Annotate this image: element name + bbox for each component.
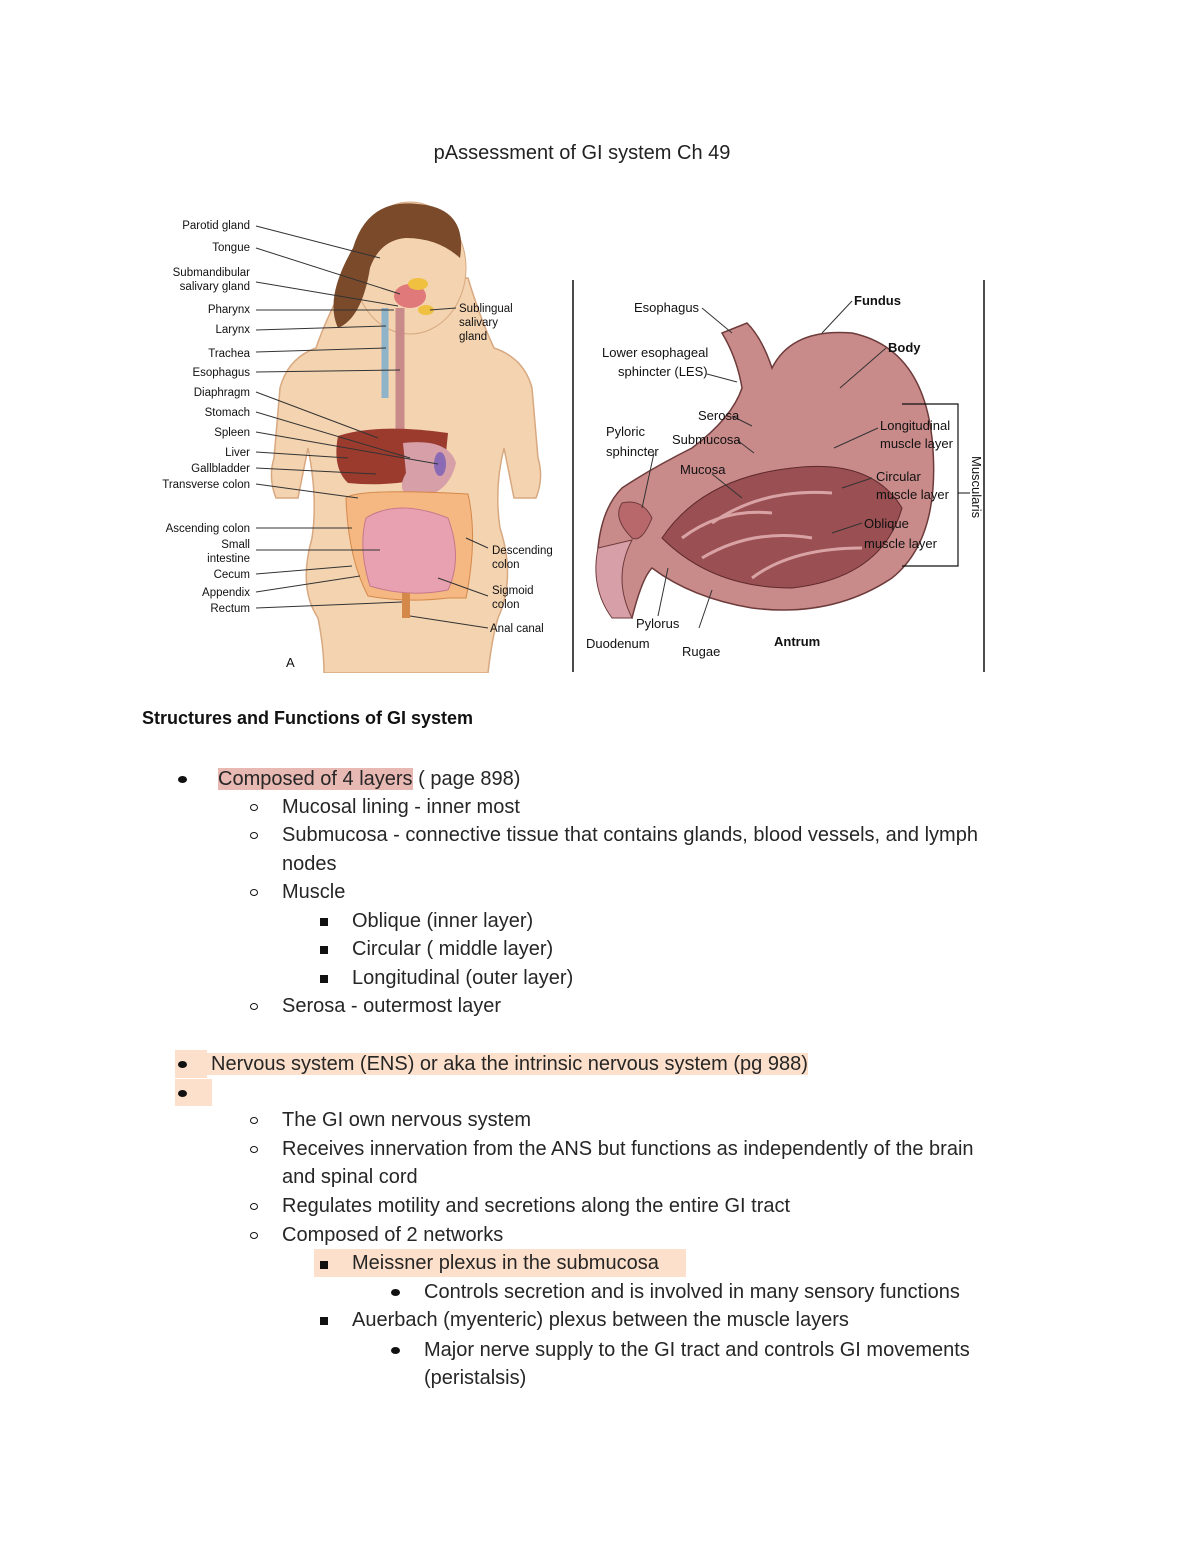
list-item-muscle: Muscle [282,881,346,903]
list-item-mucosal: Mucosal lining - inner most [282,796,520,818]
label-intestine: intestine [207,553,250,565]
label-esophagus: Esophagus [192,367,250,379]
label-mucosa: Mucosa [680,462,726,477]
bullet-circle [250,889,258,896]
list-item-longitudinal: Longitudinal (outer layer) [352,967,574,989]
bullet-disc [178,1061,187,1068]
bullet-circle [250,1117,258,1124]
label-tongue: Tongue [212,242,250,254]
label-diaphragm: Diaphragm [193,387,250,399]
list-item-meissner: Meissner plexus in the submucosa [352,1252,659,1274]
bullet-circle [250,1003,258,1010]
label-appendix: Appendix [202,587,250,599]
list-item-networks: Composed of 2 networks [282,1224,504,1246]
list-item-innervation: Receives innervation from the ANS but functions as independently of the brain [282,1138,974,1160]
label-trachea: Trachea [208,348,250,360]
label-parotid-gland: Parotid gland [182,220,250,232]
label-oblique-layer: muscle layer [864,536,937,551]
list-item-submucosa: Submucosa - connective tissue that contains glands, blood vessels, and lymph [282,824,978,846]
page-reference: ( page 898) [412,768,521,790]
label-small: Small [221,539,250,551]
list-item-circular: Circular ( middle layer) [352,938,554,960]
bullet-circle [250,1203,258,1210]
bullet-disc [178,776,187,783]
bullet-circle [250,804,258,811]
list-item-oblique: Oblique (inner layer) [352,910,534,932]
bullet-square [320,975,328,983]
list-item-innervation-cont: and spinal cord [282,1166,418,1188]
highlight-layers: Composed of 4 layers [218,768,413,790]
list-item-submucosa-cont: nodes [282,853,337,875]
label-sphincter: sphincter [606,444,659,459]
label-transverse-colon: Transverse colon [162,479,250,491]
label-fundus: Fundus [854,293,901,308]
list-item-ens [207,1050,808,1078]
label-descending: Descending [492,545,553,557]
section-heading: Structures and Functions of GI system [142,708,474,728]
label-cecum: Cecum [213,569,250,581]
label-sublingual: Sublingual [459,303,513,315]
label-rugae: Rugae [682,644,721,659]
label-pharynx: Pharynx [207,304,250,316]
label-circular: Circular [876,469,921,484]
bullet-square [320,946,328,954]
list-item-peristalsis: (peristalsis) [424,1367,527,1389]
bullet-square [320,918,328,926]
label-larynx: Larynx [215,324,250,336]
label-liver: Liver [225,447,250,459]
label-esophagus-b: Esophagus [634,300,700,315]
list-item-nerve-supply: Major nerve supply to the GI tract and controls GI movements [424,1339,970,1361]
label-submandibular: Submandibular [172,267,250,279]
label-oblique: Oblique [864,516,909,531]
label-anal-canal: Anal canal [490,623,544,635]
label-salivary: salivary [459,317,498,329]
list-item-secretion: Controls secretion and is involved in many sensory functions [424,1281,960,1303]
label-lower-esophageal: Lower esophageal [602,345,709,360]
label-body: Body [888,340,921,355]
label-sigmoid: Sigmoid [492,585,534,597]
highlight-ens: Nervous system (ENS) or aka the intrinsic nervous system (pg 988) [207,1053,808,1075]
panel-letter-a: A [286,655,295,670]
bullet-circle [250,1232,258,1239]
label-ascending-colon: Ascending colon [165,523,250,535]
label-pyloric: Pyloric [606,424,646,439]
list-item-serosa: Serosa - outermost layer [282,995,501,1017]
digestive-system-figure [148,198,568,673]
bullet-disc [178,1090,187,1097]
bullet-square [320,1261,328,1269]
document-title: pAssessment of GI system Ch 49 [433,142,731,164]
label-antrum: Antrum [774,634,821,649]
bullet-disc [391,1347,400,1354]
list-item-layers [218,765,520,793]
label-muscularis: Muscularis [969,456,984,519]
bullet-disc [391,1289,400,1296]
label-gallbladder: Gallbladder [191,463,250,475]
list-item-auerbach: Auerbach (myenteric) plexus between the muscle layers [352,1309,849,1331]
label-les: sphincter (LES) [618,364,708,379]
list-item-gi-nervous: The GI own nervous system [282,1109,531,1131]
label-descending-colon: colon [492,559,520,571]
label-spleen: Spleen [214,427,250,439]
label-gland: gland [459,331,488,343]
label-longitudinal-layer: muscle layer [880,436,953,451]
bullet-square [320,1317,328,1325]
label-serosa: Serosa [698,408,740,423]
list-item-motility: Regulates motility and secretions along the entire GI tract [282,1195,791,1217]
label-circular-layer: muscle layer [876,487,949,502]
label-stomach: Stomach [204,407,250,419]
label-longitudinal: Longitudinal [880,418,951,433]
label-salivary-gland: salivary gland [179,281,250,293]
label-submucosa: Submucosa [672,432,741,447]
bullet-circle [250,832,258,839]
label-pylorus: Pylorus [636,616,680,631]
label-duodenum: Duodenum [586,636,650,651]
label-sigmoid-colon: colon [492,599,520,611]
bullet-circle [250,1146,258,1153]
label-rectum: Rectum [210,603,250,615]
stomach-figure [572,278,992,676]
